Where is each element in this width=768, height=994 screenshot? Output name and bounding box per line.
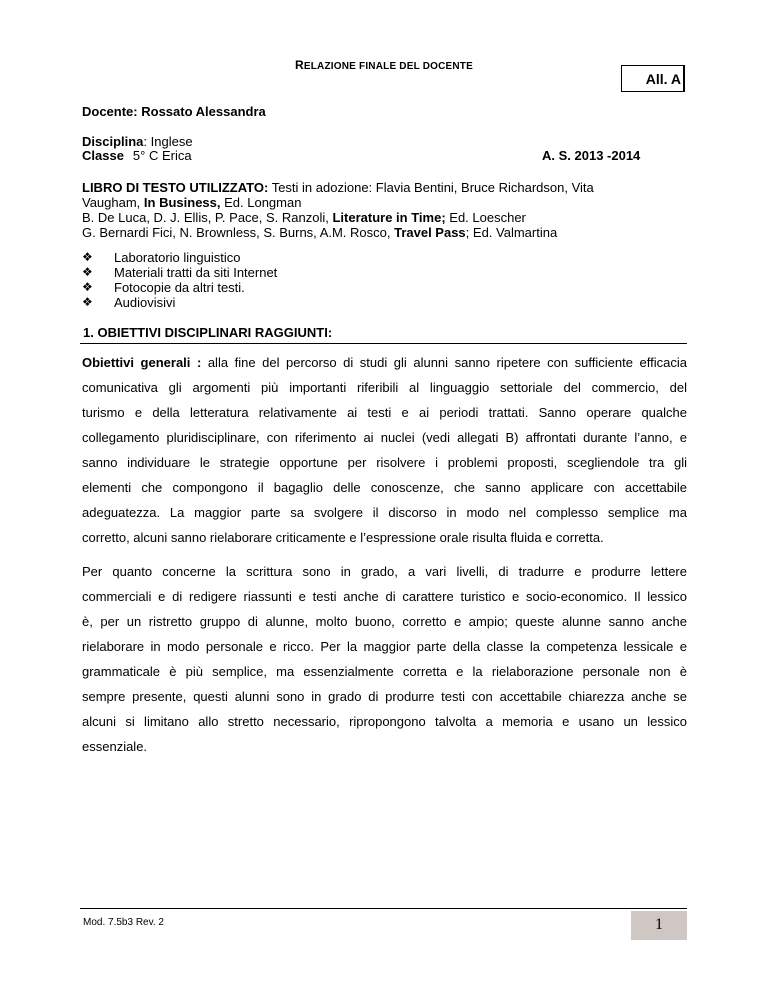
paragraph-line: elementi che compongono il bagaglio delle conoscenze, che sanno applicare con accettabile	[82, 480, 687, 495]
module-code: Mod. 7.5b3 Rev. 2	[83, 917, 164, 928]
subject-label: Disciplina	[82, 134, 144, 149]
paragraph-line: sempre presente, questi alunni sono in grado di produrre testi con accettabile chiarezza anche se	[82, 689, 687, 704]
section-heading-objectives: 1. OBIETTIVI DISCIPLINARI RAGGIUNTI:	[83, 325, 333, 340]
diamond-bullet-icon: ❖	[82, 265, 93, 279]
paragraph-lead: Obiettivi generali :	[82, 355, 202, 370]
paragraph-line: adeguatezza. La maggior parte sa svolgere il discorso in modo nel complesso semplice ma	[82, 505, 687, 520]
teacher-label: Docente:	[82, 104, 138, 119]
list-item	[82, 250, 277, 265]
list-item	[82, 280, 277, 295]
resource-label: Audiovisivi	[114, 295, 176, 310]
textbooks-line-3	[82, 210, 526, 225]
paragraph-line	[82, 350, 687, 375]
paragraph-line: commerciali e di redigere riassunti e testi anche di carattere turistico e socio-economico. Il lessico	[82, 589, 687, 604]
textbooks-authors-4: G. Bernardi Fici, N. Brownless, S. Burns, A.M. Rosco,	[82, 225, 395, 240]
resource-label: Materiali tratti da siti Internet	[114, 265, 278, 280]
class-label: Classe	[82, 148, 124, 163]
list-item	[82, 295, 277, 310]
textbooks-authors-2: Vaugham,	[82, 195, 144, 210]
resource-label: Laboratorio linguistico	[114, 250, 241, 265]
paragraph-line: Per quanto concerne la scrittura sono in grado, a vari livelli, di tradurre e produrre lettere	[82, 564, 687, 579]
class-value: 5° C Erica	[132, 148, 192, 163]
paragraph-line: grammaticale è più semplice, ma essenzialmente corretta e la rielaborazione personale non è	[82, 664, 687, 679]
list-item	[82, 265, 277, 280]
paragraph-line: è, per un ristretto gruppo di alunne, molto buono, corretto e ampio; queste alunne sanno anche	[82, 614, 687, 629]
resource-label: Fotocopie da altri testi.	[114, 280, 245, 295]
paragraph-line: corretto, alcuni sanno rielaborare criticamente e l’espressione orale risulta fluida e corretta.	[82, 530, 604, 545]
document-title-initial: R	[295, 58, 304, 72]
textbooks-line-1	[82, 180, 594, 195]
teacher-line	[82, 104, 266, 119]
paragraph-line-text: alla fine del percorso di studi gli alunni sanno ripetere con sufficiente efficacia	[201, 355, 687, 370]
textbooks-line-2	[82, 195, 301, 210]
subject-value: : Inglese	[143, 134, 193, 149]
page-number: 1	[631, 911, 687, 940]
paragraph-line: rielaborare in modo personale e ricco. Per la maggior parte della classe la competenza lessicale e	[82, 639, 687, 654]
textbooks-authors-3: B. De Luca, D. J. Ellis, P. Pace, S. Ranzoli,	[82, 210, 333, 225]
paragraph-general-objectives	[82, 350, 687, 550]
textbook-title-travel-pass: Travel Pass	[394, 225, 466, 240]
footer-divider	[80, 908, 687, 909]
paragraph-line: essenziale.	[82, 739, 148, 754]
document-title-rest: ELAZIONE FINALE DEL DOCENTE	[303, 61, 473, 72]
paragraph-line: sanno individuare le strategie opportune per risolvere i problemi proposti, scegliendole tra gli	[82, 455, 687, 470]
paragraph-line: comunicativa gli argomenti più importanti riferibili al linguaggio settoriale del commercio, del	[82, 380, 687, 395]
diamond-bullet-icon: ❖	[82, 250, 93, 264]
allegato-box: All. A	[621, 65, 685, 92]
subject-line	[82, 134, 193, 149]
diamond-bullet-icon: ❖	[82, 295, 93, 309]
textbook-title-in-business: In Business,	[143, 195, 221, 210]
diamond-bullet-icon: ❖	[82, 280, 93, 294]
textbooks-line-1-text: Testi in adozione: Flavia Bentini, Bruce Richardson, Vita	[268, 180, 594, 195]
paragraph-line: alcuni si limitano allo stretto necessario, ripropongono talvolta a memoria e usano un lessico	[82, 714, 687, 729]
school-year: A. S. 2013 -2014	[542, 148, 641, 163]
paragraph-line: collegamento pluridisciplinare, con riferimento ai nuclei (vedi allegati B) affrontati durante l’anno, e	[82, 430, 687, 445]
textbooks-publisher-3: Ed. Loescher	[445, 210, 526, 225]
textbooks-label: LIBRO DI TESTO UTILIZZATO:	[82, 180, 269, 195]
textbooks-publisher-4: ; Ed. Valmartina	[465, 225, 558, 240]
paragraph-line: turismo e della letteratura relativamente ai testi e ai periodi trattati. Sanno operare qualche	[82, 405, 687, 420]
teacher-name: Rossato Alessandra	[141, 104, 266, 119]
textbooks-publisher-2: Ed. Longman	[220, 195, 302, 210]
resources-list	[82, 250, 277, 310]
section-divider	[80, 343, 687, 344]
paragraph-writing-skills	[82, 559, 687, 759]
textbook-title-literature-in-time: Literature in Time;	[332, 210, 446, 225]
textbooks-line-4	[82, 225, 557, 240]
class-line	[82, 148, 192, 163]
